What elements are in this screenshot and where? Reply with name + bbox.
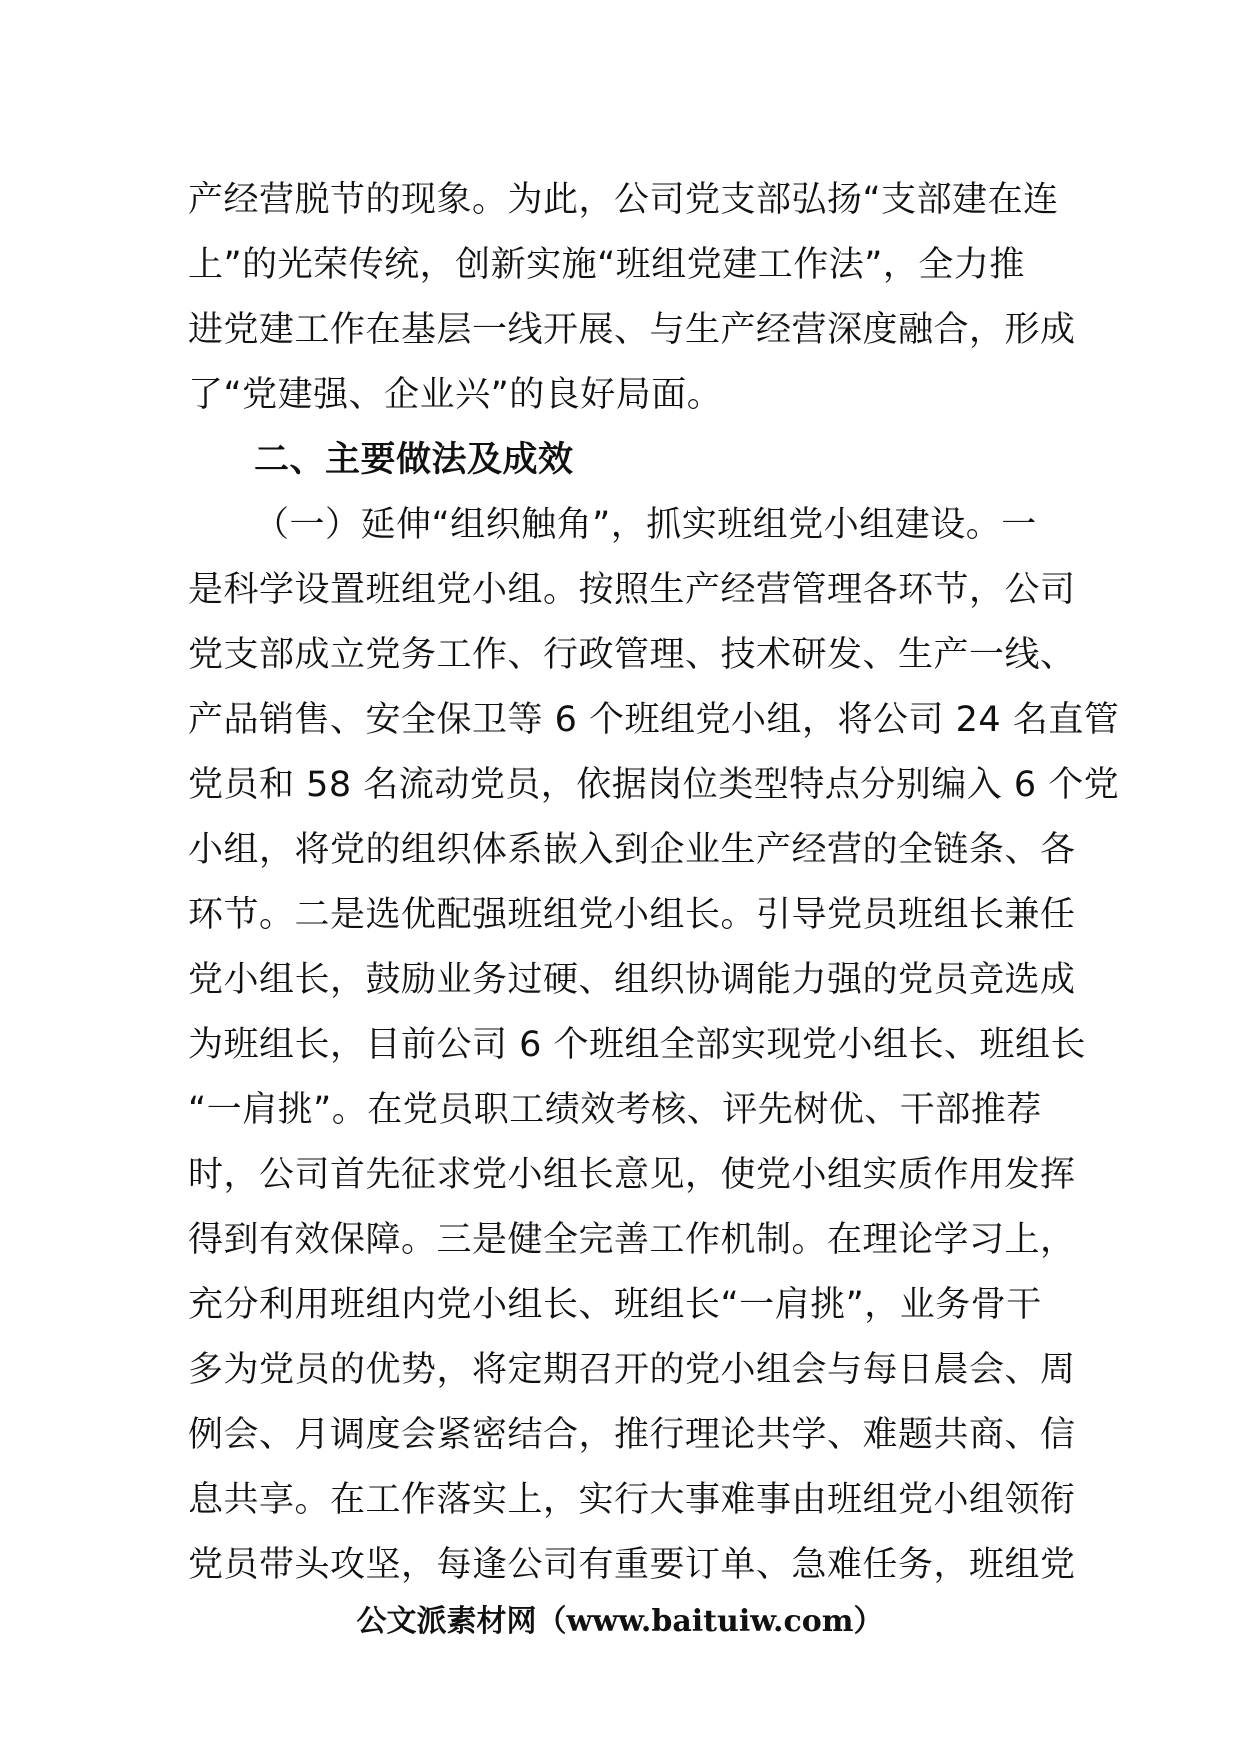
paragraph-line: 充分利用班组内党小组长、班组长“一肩挑”，业务骨干 xyxy=(188,1285,1042,1325)
paragraph-line: 是科学设置班组党小组。按照生产经营管理各环节，公司 xyxy=(188,570,1076,610)
paragraph-line: 党小组长，鼓励业务过硬、组织协调能力强的党员竞选成 xyxy=(188,960,1076,1000)
section-heading: 二、主要做法及成效 xyxy=(254,440,574,480)
paragraph-line: 产经营脱节的现象。为此，公司党支部弘扬“支部建在连 xyxy=(188,180,1059,220)
paragraph-line: 小组，将党的组织体系嵌入到企业生产经营的全链条、各 xyxy=(188,830,1076,870)
paragraph-line: 例会、月调度会紧密结合，推行理论共学、难题共商、信 xyxy=(188,1415,1076,1455)
paragraph-line: 上”的光荣传统，创新实施“班组党建工作法”，全力推 xyxy=(188,245,1025,285)
paragraph-line: “一肩挑”。在党员职工绩效考核、评先树优、干部推荐 xyxy=(188,1090,1042,1130)
paragraph-line: 了“党建强、企业兴”的良好局面。 xyxy=(188,375,723,415)
paragraph-line: 得到有效保障。三是健全完善工作机制。在理论学习上， xyxy=(188,1220,1076,1260)
document-body xyxy=(188,168,1120,1598)
paragraph-line: 多为党员的优势，将定期召开的党小组会与每日晨会、周 xyxy=(188,1350,1076,1390)
footer-watermark: 公文派素材网（www.baituiw.com） xyxy=(356,1604,884,1639)
paragraph-line: 党员和 58 名流动党员，依据岗位类型特点分别编入 6 个党 xyxy=(188,765,1120,805)
paragraph-line: 环节。二是选优配强班组党小组长。引导党员班组长兼任 xyxy=(188,895,1076,935)
paragraph-line: 时，公司首先征求党小组长意见，使党小组实质作用发挥 xyxy=(188,1155,1076,1195)
paragraph-line: 为班组长，目前公司 6 个班组全部实现党小组长、班组长 xyxy=(188,1025,1087,1065)
paragraph-line: 产品销售、安全保卫等 6 个班组党小组，将公司 24 名直管 xyxy=(188,700,1120,740)
paragraph-line: 息共享。在工作落实上，实行大事难事由班组党小组领衔 xyxy=(188,1480,1076,1520)
paragraph-line: 进党建工作在基层一线开展、与生产经营深度融合，形成 xyxy=(188,310,1076,350)
subsection-heading-line: （一）延伸“组织触角”，抓实班组党小组建设。一 xyxy=(254,505,1037,545)
paragraph-line: 党员带头攻坚，每逢公司有重要订单、急难任务，班组党 xyxy=(188,1545,1076,1585)
paragraph-line: 党支部成立党务工作、行政管理、技术研发、生产一线、 xyxy=(188,635,1076,675)
